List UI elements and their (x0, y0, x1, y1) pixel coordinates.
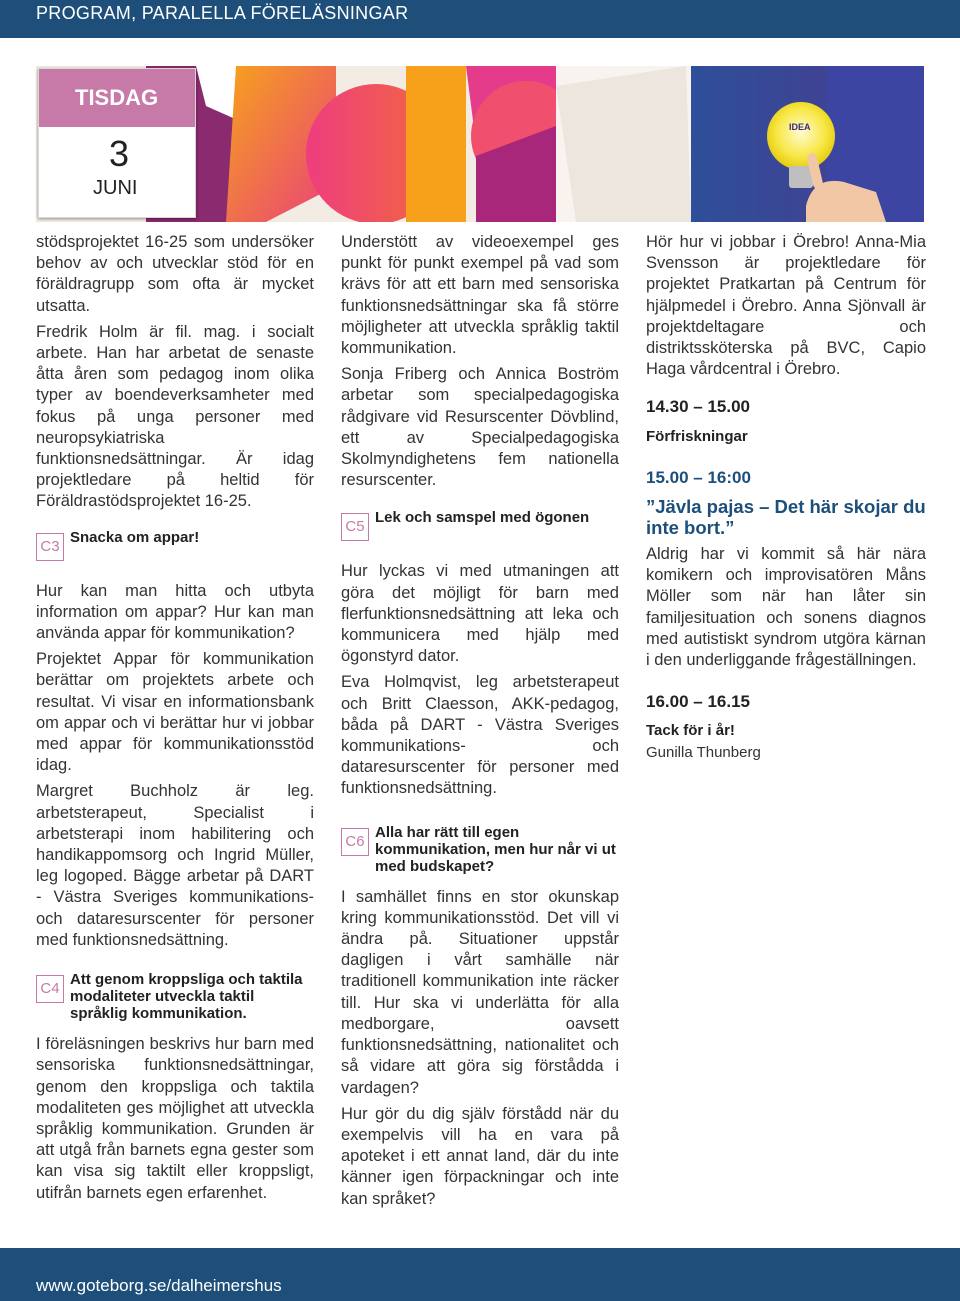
lightbulb-label: IDEA (789, 122, 811, 132)
session-title: Alla har rätt till egen kommunikation, men hur når vi ut med budskapet? (375, 823, 616, 875)
paragraph: stödsprojektet 16-25 som undersöker behov av och utvecklar stöd för en föräldragrupp som ofta är mycket utsatta. (36, 233, 314, 315)
paragraph: Aldrig har vi kommit så här nära komikern och improvisatören Måns Möller som när han låter sin familjesituation och sonens diagnos med autistiskt syndrom utgöra kärnan i den underliggande frågeställningen. (646, 545, 926, 670)
session-c4 (36, 971, 314, 1022)
column-3 (646, 232, 926, 763)
paragraph: Margret Buchholz är leg. arbetsterapeut, Specialist i arbetsterapi inom habilitering och handikappomsorg och Ingrid Müller, leg logoped. Bägge arbetar på DART - Västra Sveriges kommunikations- och dataresurscenter för personer med funktionsnedsättning. (36, 782, 314, 949)
time-slot: 15.00 – 16:00 (646, 467, 751, 487)
paragraph: Eva Holmqvist, leg arbetsterapeut och Britt Claesson, AKK-pedagog, båda på DART - Västra Sveriges kommunikations- och dataresurscenter för personer med funktionsnedsättning. (341, 673, 619, 798)
session-c6 (341, 824, 619, 875)
paragraph: Hur gör du dig själv förstådd när du exempelvis vill ha en vara på apoteket i ett annat land, där du inte känner igen förpackningar och inte kan språket? (341, 1104, 619, 1208)
paragraph: Sonja Friberg och Annica Boström arbetar som specialpedagogiska rådgivare vid Resurscenter Dövblind, ett av Specialpedagogiska Skolmyndighetens fem nationella resurscenter. (341, 365, 619, 490)
session-c5 (341, 509, 619, 541)
session-tag: C4 (36, 975, 64, 1003)
speaker-name: Gunilla Thunberg (646, 743, 761, 761)
session-tag: C6 (341, 828, 369, 856)
paragraph: Hur kan man hitta och utbyta information om appar? Hur kan man använda appar för kommunikation? (36, 581, 314, 643)
session-c3 (36, 529, 314, 561)
paragraph: Understött av videoexempel ges punkt för punkt exempel på vad som krävs för att ett barn med sensoriska funktionsnedsättningar ska få större möjligheter att utveckla språklig taktil kommunikation. (341, 233, 619, 358)
header-title: PROGRAM, PARALELLA FÖRELÄSNINGAR (36, 3, 409, 23)
paragraph: I samhället finns en stor okunskap kring kommunikationsstöd. Det vill vi ändra på. Situationer uppstår dagligen i vårt samhälle när traditionell kommunikation inte räcker till. Hur ska vi underlätta för alla medborgare, oavsett funktionsnedsättning, nationalitet och så vidare att göra sig förstådda i vardagen? (341, 887, 619, 1097)
session-title: Lek och samspel med ögonen (375, 509, 590, 527)
session-title: Snacka om appar! (70, 528, 200, 546)
date-box (38, 68, 196, 218)
day-number: 3 (109, 133, 130, 174)
time-slot-label: Tack för i år! (646, 722, 735, 740)
time-slot-label: Förfriskningar (646, 427, 748, 445)
session-tag: C3 (36, 533, 64, 561)
day-name: TISDAG (39, 69, 195, 127)
paragraph: Hör hur vi jobbar i Örebro! Anna-Mia Svensson är projektledare för projektet Pratkartan på Centrum för hjälpmedel i Örebro. Anna Sjönvall är projektdeltagare och distriktssköterska på BVC, Capio Haga vårdcentral i Örebro. (646, 233, 926, 379)
session-tag: C5 (341, 513, 369, 541)
column-2 (341, 232, 619, 1215)
time-slot: 14.30 – 15.00 (646, 397, 750, 417)
paragraph: Hur lyckas vi med utmaningen att göra det möjligt för barn med flerfunktionsnedsättning att leka och kommunicera med hjälp med ögonstyrd dator. (341, 562, 619, 666)
month: JUNI (93, 177, 138, 199)
time-slot: 16.00 – 16.15 (646, 692, 750, 712)
session-title: Att genom kroppsliga och taktila modaliteter utveckla taktil språklig kommunikation. (70, 971, 303, 1023)
column-1 (36, 232, 314, 1209)
paragraph: I föreläsningen beskrivs hur barn med sensoriska funktionsnedsättningar, genom den kroppsliga och taktila modaliteten ges möjlighet att utveckla språklig kommunikation. Grunden är att utgå från barnets egna gester som kan visa sig taktilt eller kroppsligt, utifrån barnets egen erfarenhet. (36, 1035, 314, 1202)
paragraph: Fredrik Holm är fil. mag. i socialt arbete. Han har arbetat de senaste åtta åren som pedagog inom olika typer av boendeverksamheter med fokus på unga personer med neuropsykiatriska funktionsnedsättningar. Är idag projektledare på heltid för Föräldrastödsprojektet 16-25. (36, 322, 314, 511)
paragraph: Projektet Appar för kommunikation berättar om projektets arbete och resultat. Vi visar en informationsbank om appar och vi berättar hur vi jobbar med appar för kommunikationsstöd idag. (36, 650, 314, 775)
header-bar (0, 0, 960, 38)
footer-url[interactable]: www.goteborg.se/dalheimershus (36, 1276, 282, 1295)
session-quote-title: ”Jävla pajas – Det här skojar du inte bort.” (646, 496, 926, 539)
